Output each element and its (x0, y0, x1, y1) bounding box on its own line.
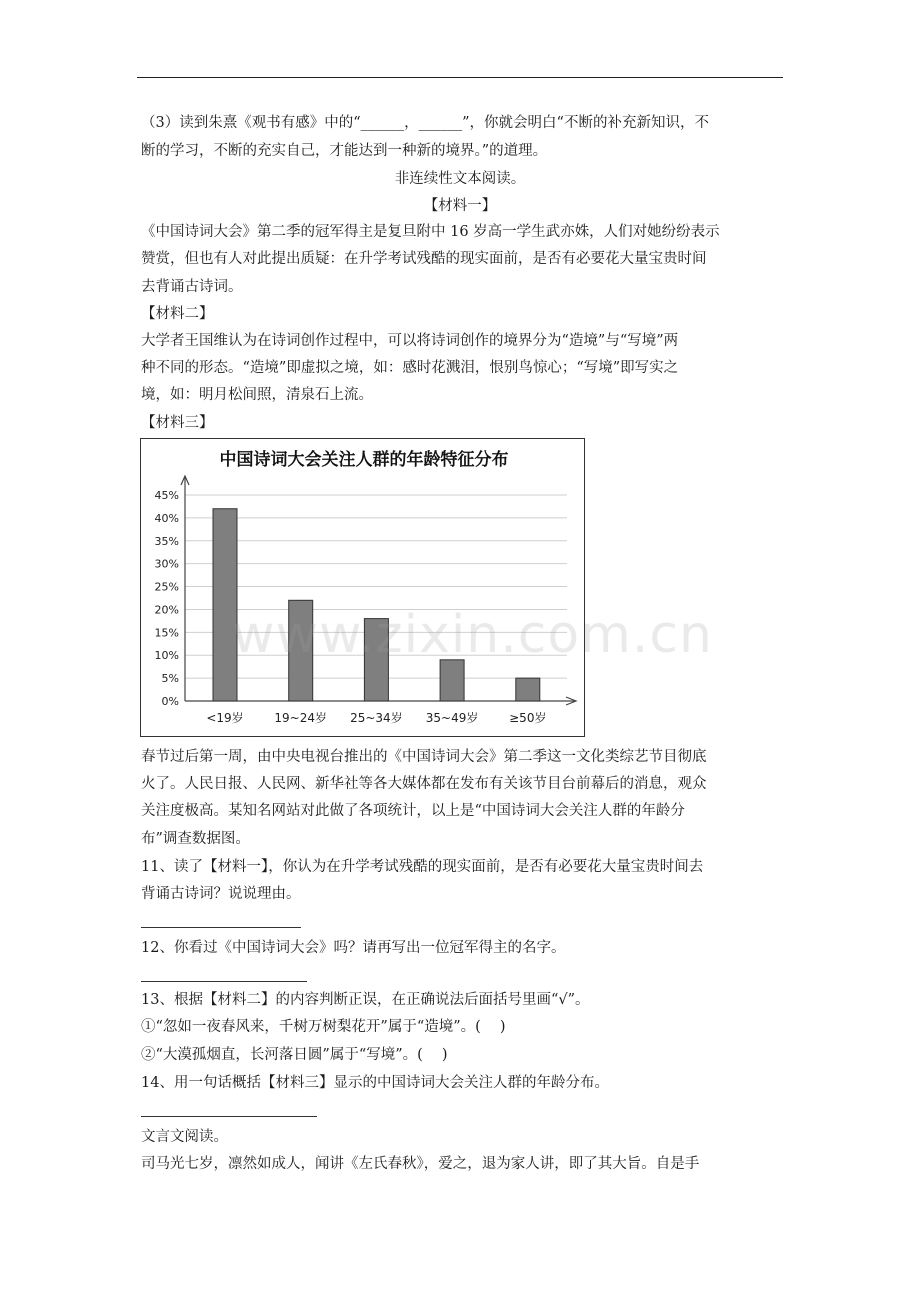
q3-line2: 断的学习，不断的充实自己，才能达到一种新的境界。”的道理。 (141, 143, 548, 159)
material2-line: 种不同的形态。“造境”即虚拟之境，如：感时花溅泪，恨别鸟惊心；“写境”即写实之 (141, 360, 679, 376)
after-chart-line: 火了。人民日报、人民网、新华社等各大媒体都在发布有关该节目台前幕后的消息，观众 (141, 776, 707, 792)
material2-label: 【材料二】 (141, 306, 214, 322)
y-tick-label: 15% (154, 626, 179, 640)
x-tick-label: 35~49岁 (425, 711, 479, 725)
answer-blank-14[interactable] (141, 1116, 317, 1117)
after-chart-line: 春节过后第一周，由中央电视台推出的《中国诗词大会》第二季这一文化类综艺节目彻底 (141, 749, 707, 765)
x-tick-label: 19~24岁 (274, 711, 328, 725)
y-tick-label: 45% (154, 489, 179, 502)
answer-blank-11[interactable] (141, 927, 301, 928)
chart-svg (141, 439, 586, 738)
bar (516, 678, 540, 701)
classical-heading: 文言文阅读。 (141, 1129, 228, 1145)
header-rule (137, 77, 783, 78)
y-tick-label: 0% (161, 695, 179, 708)
question-13-stem: 13、根据【材料二】的内容判断正误，在正确说法后面括号里画“√”。 (141, 992, 590, 1008)
chart-title: 中国诗词大会关注人群的年龄特征分布 (219, 450, 509, 470)
y-tick-label: 5% (161, 672, 179, 686)
material1-line: 赞赏，但也有人对此提出质疑：在升学考试残酷的现实面前，是否有必要花大量宝贵时间 (141, 251, 707, 267)
y-tick-label: 20% (154, 603, 179, 617)
watermark: www.zixin.com.cn (232, 605, 713, 665)
material3-label: 【材料三】 (141, 415, 214, 431)
question-11-line1: 11、读了【材料一】，你认为在升学考试残酷的现实面前，是否有必要花大量宝贵时间去 (141, 859, 704, 875)
y-tick-label: 40% (154, 511, 179, 525)
classical-line1: 司马光七岁，凛然如成人，闻讲《左氏春秋》，爱之，退为家人讲，即了其大旨。自是手 (141, 1156, 700, 1172)
y-tick-label: 30% (154, 557, 179, 571)
question-14: 14、用一句话概括【材料三】显示的中国诗词大会关注人群的年龄分布。 (141, 1075, 609, 1091)
x-tick-label: ≥50岁 (509, 711, 547, 725)
after-chart-line: 关注度极高。某知名网站对此做了各项统计，以上是“中国诗词大会关注人群的年龄分 (141, 803, 685, 819)
question-12: 12、你看过《中国诗词大会》吗？请再写出一位冠军得主的名字。 (141, 940, 566, 956)
y-tick-label: 35% (154, 534, 179, 548)
question-13-item2: ②“大漠孤烟直，长河落日圆”属于“写境”。( ) (141, 1047, 448, 1063)
bar (440, 660, 464, 701)
x-tick-label: 25~34岁 (350, 711, 403, 725)
material1-line: 去背诵古诗词。 (141, 279, 243, 295)
material1-line: 《中国诗词大会》第二季的冠军得主是复旦附中 16 岁高一学生武亦姝，人们对她纷纷表示 (141, 224, 720, 240)
question-11-line2: 背诵古诗词？说说理由。 (141, 886, 301, 902)
answer-blank-12[interactable] (141, 981, 307, 982)
x-tick-label: <19岁 (206, 711, 244, 725)
material2-line: 境，如：明月松间照，清泉石上流。 (141, 387, 373, 403)
material1-label: 【材料一】 (423, 198, 497, 214)
q3-line1: （3）读到朱熹《观书有感》中的“______，______”，你就会明白“不断的补充新知识，不 (141, 115, 709, 131)
section-heading: 非连续性文本阅读。 (394, 171, 526, 187)
age-distribution-chart (140, 438, 585, 737)
question-13-item1: ①“忽如一夜春风来，千树万树梨花开”属于“造境”。( ) (141, 1019, 506, 1035)
y-tick-label: 10% (154, 649, 179, 663)
y-tick-label: 25% (154, 580, 179, 594)
after-chart-line: 布”调查数据图。 (141, 831, 250, 847)
material2-line: 大学者王国维认为在诗词创作过程中，可以将诗词创作的境界分为“造境”与“写境”两 (141, 333, 679, 349)
